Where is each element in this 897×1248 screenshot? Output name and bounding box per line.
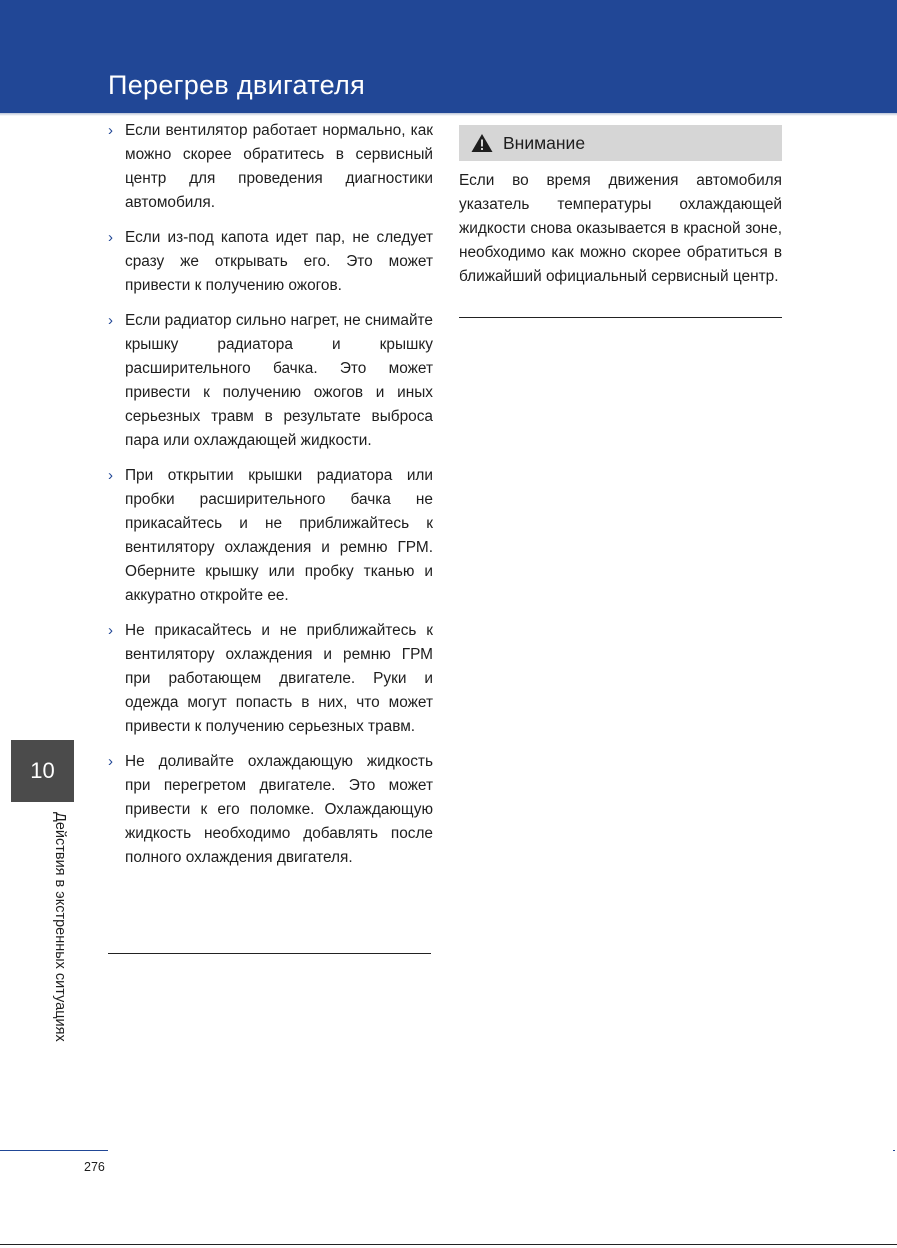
warning-header (459, 125, 782, 161)
chevron-right-icon: › (108, 753, 113, 770)
chapter-title-label: Действия в экстренных ситуациях (52, 812, 68, 1042)
page-bottom-edge (0, 1244, 897, 1245)
warning-divider (459, 317, 782, 318)
chapter-number-tab: 10 (11, 740, 74, 802)
header-shadow (0, 113, 897, 116)
bullet-list (108, 119, 433, 881)
list-item-text: Не доливайте охлаждающую жидкость при перегретом двигателе. Это может привести к его поломке. Охлаждающую жидкость необходимо добавлять после полного охлаждения двигателя. (125, 753, 433, 866)
page-number: 276 (84, 1160, 105, 1174)
warning-box (459, 125, 782, 289)
chevron-right-icon: › (108, 229, 113, 246)
chevron-right-icon: › (108, 467, 113, 484)
page-title: Перегрев двигателя (108, 70, 365, 100)
chevron-right-icon: › (108, 122, 113, 139)
list-item-text: Если из-под капота идет пар, не следует сразу же открывать его. Это может привести к получению ожогов. (125, 229, 433, 294)
list-item-text: При открытии крышки радиатора или пробки расширительного бачка не прикасайтесь и не приближайтесь к вентилятору охлаждения и ремню ГРМ. Оберните крышку или пробку тканью и аккуратно откройте ее. (125, 467, 433, 604)
section-divider (108, 953, 431, 954)
chevron-right-icon: › (108, 312, 113, 329)
list-item (108, 750, 433, 870)
list-item (108, 619, 433, 739)
warning-text: Если во время движения автомобиля указатель температуры охлаждающей жидкости снова оказывается в красной зоне, необходимо как можно скорее обратиться в ближайший официальный сервисный центр. (459, 172, 782, 285)
warning-title: Внимание (503, 132, 586, 153)
chevron-right-icon: › (108, 622, 113, 639)
warning-triangle-icon (471, 133, 493, 153)
list-item (108, 226, 433, 298)
footer-rule (0, 1150, 108, 1151)
list-item-text: Если радиатор сильно нагрет, не снимайте крышку радиатора и крышку расширительного бачка. Это может привести к получению ожогов и иных серьезных травм в результате выброса пара или охлаждающей жидкости. (125, 312, 433, 449)
list-item (108, 119, 433, 215)
list-item (108, 309, 433, 453)
footer-rule-end (893, 1150, 895, 1151)
list-item (108, 464, 433, 608)
list-item-text: Не прикасайтесь и не приближайтесь к вентилятору охлаждения и ремню ГРМ при работающем двигателе. Руки и одежда могут попасть в них, что может привести к получению серьезных травм. (125, 622, 433, 735)
list-item-text: Если вентилятор работает нормально, как можно скорее обратитесь в сервисный центр для проведения диагностики автомобиля. (125, 122, 433, 211)
